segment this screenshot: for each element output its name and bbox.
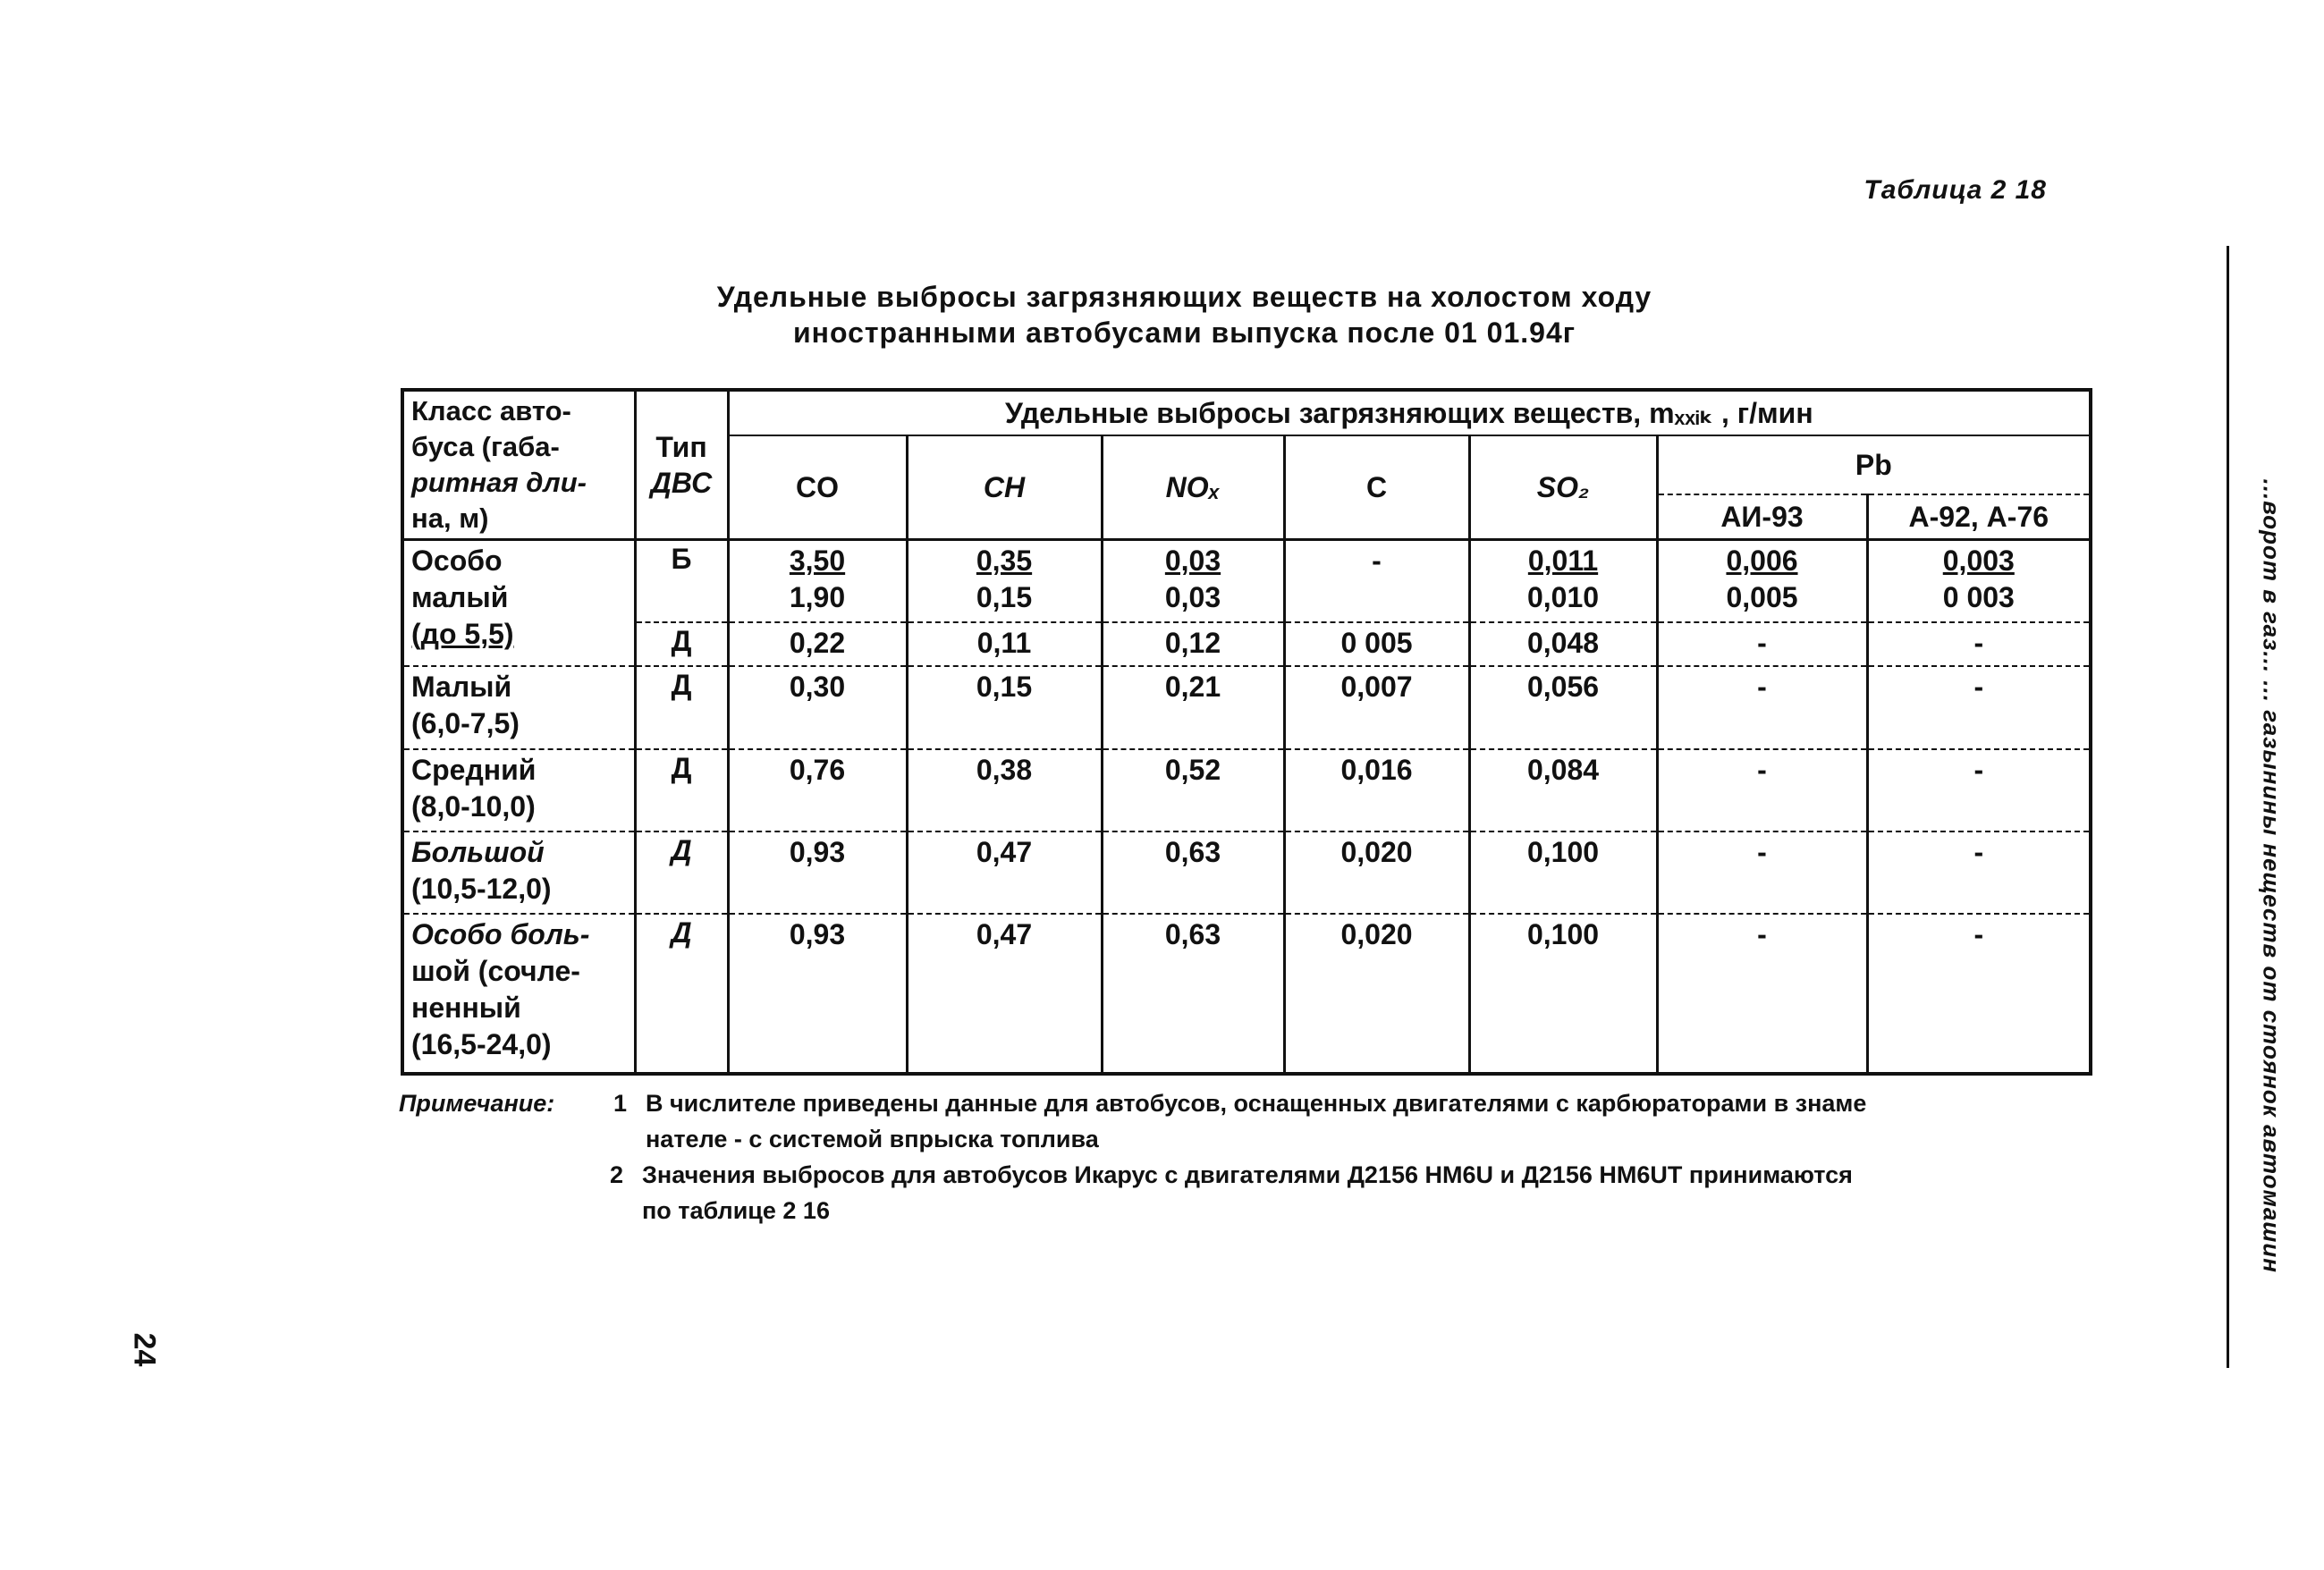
value-cell: 0,03 0,03 [1102, 540, 1284, 623]
value-cell: 0,007 [1284, 666, 1469, 748]
value-cell: 0,020 [1284, 914, 1469, 1074]
table-row [402, 749, 2091, 831]
header-ch: CH [907, 435, 1102, 540]
value-cell: 0,47 [907, 831, 1102, 914]
title-line-2: иностранными автобусами выпуска после 01 01.94г [792, 317, 1576, 349]
value-cell: - [1867, 666, 2091, 748]
value-cell: 3,50 1,90 [728, 540, 907, 623]
value-cell: 0,020 [1284, 831, 1469, 914]
type-cell: Д [635, 749, 728, 831]
value-cell: 0,084 [1469, 749, 1657, 831]
table-label: Таблица 2 18 [1863, 175, 2047, 205]
header-ai93: АИ-93 [1657, 494, 1867, 540]
note-item: 2 Значения выбросов для автобусов Икарус с двигателями Д2156 НМ6U и Д2156 НМ6UT принимаются по таблице 2 16 [610, 1161, 1853, 1224]
value-cell: - [1657, 831, 1867, 914]
table-row [402, 831, 2091, 914]
value-cell: 0,048 [1469, 622, 1657, 666]
header-engine-type: Тип ДВС [635, 390, 728, 540]
emissions-table [401, 388, 2092, 1076]
value-cell: 0,12 [1102, 622, 1284, 666]
header-bus-class: Класс авто- буса (габа- ритная дли- на, м) [402, 390, 635, 540]
value-cell: 0,21 [1102, 666, 1284, 748]
value-cell: - [1867, 749, 2091, 831]
value-cell: 0,100 [1469, 914, 1657, 1074]
value-cell: - [1867, 914, 2091, 1074]
value-cell: 0,22 [728, 622, 907, 666]
value-cell: 0,30 [728, 666, 907, 748]
header-co: CO [728, 435, 907, 540]
value-cell: - [1657, 749, 1867, 831]
class-cell: Большой (10,5-12,0) [402, 831, 635, 914]
value-cell: 0,76 [728, 749, 907, 831]
value-cell: 0,011 0,010 [1469, 540, 1657, 623]
value-cell: - [1657, 666, 1867, 748]
table-title [0, 279, 2324, 350]
value-cell: 0,52 [1102, 749, 1284, 831]
value-cell: - [1657, 914, 1867, 1074]
table-row [402, 914, 2091, 1074]
header-so2: SO₂ [1469, 435, 1657, 540]
type-cell: Д [635, 666, 728, 748]
value-cell: 0,003 0 003 [1867, 540, 2091, 623]
type-cell: Д [635, 914, 728, 1074]
header-pb: Pb [1657, 435, 2091, 494]
header-c: C [1284, 435, 1469, 540]
value-cell: 0,63 [1102, 831, 1284, 914]
value-cell: 0 005 [1284, 622, 1469, 666]
value-cell: 0,006 0,005 [1657, 540, 1867, 623]
value-cell: 0,11 [907, 622, 1102, 666]
value-cell: 0,93 [728, 831, 907, 914]
class-cell: Особо малый (до 5,5) [402, 540, 635, 667]
value-cell: 0,93 [728, 914, 907, 1074]
value-cell: - [1284, 540, 1469, 623]
value-cell: 0,15 [907, 666, 1102, 748]
value-cell: - [1867, 831, 2091, 914]
value-cell: - [1867, 622, 2091, 666]
value-cell: 0,63 [1102, 914, 1284, 1074]
class-cell: Особо боль- шой (сочле- ненный (16,5-24,0) [402, 914, 635, 1074]
header-a92-a76: А-92, А-76 [1867, 494, 2091, 540]
notes-label: Примечание: [399, 1090, 555, 1117]
side-divider [2227, 246, 2229, 1368]
header-nox: NOₓ [1102, 435, 1284, 540]
table-row [402, 622, 2091, 666]
value-cell: 0,35 0,15 [907, 540, 1102, 623]
title-line-1: Удельные выбросы загрязняющих веществ на холостом ходу [716, 281, 1652, 313]
value-cell: 0,016 [1284, 749, 1469, 831]
table-row [402, 666, 2091, 748]
type-cell: Б [635, 540, 728, 623]
class-cell: Малый (6,0-7,5) [402, 666, 635, 748]
value-cell: 0,47 [907, 914, 1102, 1074]
type-cell: Д [635, 831, 728, 914]
class-cell: Средний (8,0-10,0) [402, 749, 635, 831]
value-cell: - [1657, 622, 1867, 666]
value-cell: 0,100 [1469, 831, 1657, 914]
value-cell: 0,38 [907, 749, 1102, 831]
side-running-title: ...ворот в газ... ... газынины неществ от стоянок автомашин [2258, 478, 2286, 1273]
page-number: 24 [127, 1332, 162, 1367]
type-cell: Д [635, 622, 728, 666]
value-cell: 0,056 [1469, 666, 1657, 748]
header-specific-emissions: Удельные выбросы загрязняющих веществ, mₓₓᵢₖ , г/мин [728, 390, 2091, 435]
table-row [402, 540, 2091, 623]
note-item: 1 В числителе приведены данные для автобусов, оснащенных двигателями с карбюраторами в знаме нателе - с системой впрыска топлива [613, 1090, 1867, 1152]
